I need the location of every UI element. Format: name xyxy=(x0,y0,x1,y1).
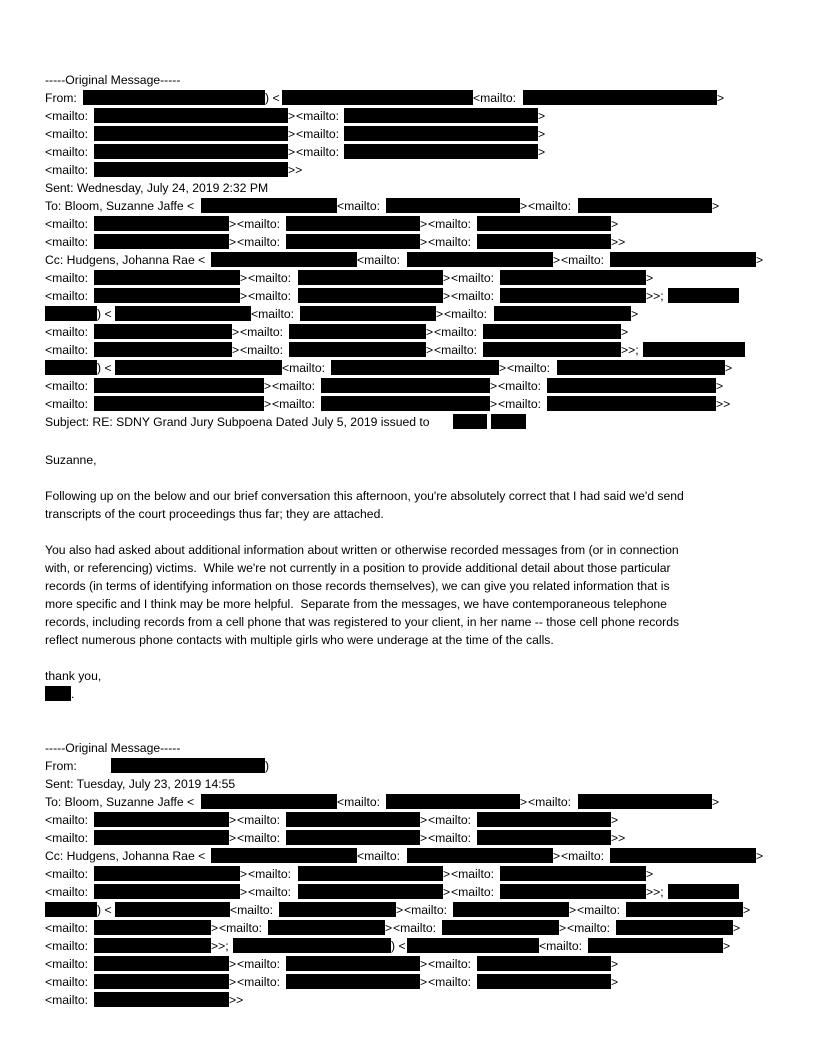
redaction-bar xyxy=(494,306,631,321)
redaction-bar xyxy=(500,884,646,899)
sent-line-2: Sent: Tuesday, July 23, 2019 14:55 xyxy=(45,777,236,791)
address-token: <mailto: xyxy=(45,145,89,159)
redaction-bar xyxy=(298,288,443,303)
address-token: > xyxy=(717,91,725,105)
address-token: > xyxy=(520,795,528,809)
address-token: <mailto: xyxy=(561,849,605,863)
address-token: <mailto: xyxy=(428,975,472,989)
redaction-bar xyxy=(45,360,97,375)
redaction-bar xyxy=(578,794,712,809)
address-token: >>; xyxy=(211,939,229,953)
address-token: > xyxy=(288,109,296,123)
address-token: > xyxy=(725,361,733,375)
redaction-bar xyxy=(94,144,288,159)
address-token: <mailto: xyxy=(567,921,611,935)
redaction-bar xyxy=(483,342,621,357)
redaction-bar xyxy=(442,920,559,935)
address-token: <mailto: xyxy=(45,813,89,827)
address-token: <mailto: xyxy=(451,289,495,303)
address-token: >> xyxy=(288,163,303,177)
address-token: > xyxy=(553,849,561,863)
address-token: <mailto: xyxy=(434,343,478,357)
redaction-bar xyxy=(45,686,71,701)
redaction-bar xyxy=(111,758,265,773)
address-token: >> xyxy=(611,235,626,249)
redaction-bar xyxy=(477,216,611,231)
cc-line-2: Cc: Hudgens, Johanna Rae < xyxy=(45,849,206,863)
redaction-bar xyxy=(94,288,240,303)
subject-line: Subject: RE: SDNY Grand Jury Subpoena Dated July 5, 2019 issued to xyxy=(45,415,430,429)
redaction-bar xyxy=(286,234,420,249)
address-token: <mailto: xyxy=(528,199,572,213)
address-token: <mailto: xyxy=(45,271,89,285)
address-token: <mailto: xyxy=(45,127,89,141)
redaction-bar xyxy=(94,216,229,231)
redaction-bar xyxy=(94,956,229,971)
redaction-bar xyxy=(547,378,716,393)
address-token: <mailto: xyxy=(507,361,551,375)
redaction-bar xyxy=(643,342,745,357)
address-token: > xyxy=(211,921,219,935)
address-token: > xyxy=(240,867,248,881)
address-token: >>; xyxy=(646,289,664,303)
redaction-bar xyxy=(298,866,443,881)
address-token: > xyxy=(232,343,240,357)
address-token: <mailto: xyxy=(248,271,292,285)
address-token: <mailto: xyxy=(451,885,495,899)
address-token: <mailto: xyxy=(45,831,89,845)
address-token: > xyxy=(420,217,428,231)
body-paragraph-2-line-3: records (in terms of identifying information on those records themselves), we can give you related information that is xyxy=(45,579,670,593)
address-token: <mailto: xyxy=(404,903,448,917)
redaction-bar xyxy=(578,198,712,213)
address-token: >>; xyxy=(646,885,664,899)
address-token: <mailto: xyxy=(219,921,263,935)
address-token: > xyxy=(621,325,629,339)
address-token: <mailto: xyxy=(45,289,89,303)
redaction-bar xyxy=(523,90,717,105)
address-token: <mailto: xyxy=(237,831,281,845)
address-token: > xyxy=(712,795,720,809)
address-token: > xyxy=(426,325,434,339)
address-token: > xyxy=(743,903,751,917)
redaction-bar xyxy=(298,270,443,285)
address-token: <mailto: xyxy=(237,975,281,989)
address-token: <mailto: xyxy=(337,795,381,809)
address-token: > xyxy=(499,361,507,375)
address-token: . xyxy=(71,687,75,701)
address-token: <mailto: xyxy=(45,993,89,1007)
address-token: > xyxy=(611,217,619,231)
address-token: > xyxy=(229,235,237,249)
address-token: > xyxy=(538,109,546,123)
redaction-bar xyxy=(94,162,288,177)
address-token: <mailto: xyxy=(240,325,284,339)
address-token: ) < xyxy=(97,307,112,321)
cc-line: Cc: Hudgens, Johanna Rae < xyxy=(45,253,206,267)
redaction-bar xyxy=(286,956,420,971)
address-token: <mailto: xyxy=(451,867,495,881)
address-token: <mailto: xyxy=(45,343,89,357)
redaction-bar xyxy=(477,812,611,827)
address-token: > xyxy=(288,145,296,159)
address-token: > xyxy=(420,975,428,989)
redaction-bar xyxy=(344,126,538,141)
redaction-bar xyxy=(289,342,426,357)
body-paragraph-2-line-4: more specific and I think may be more helpful. Separate from the messages, we have contemporaneous telephone xyxy=(45,597,667,611)
redaction-bar xyxy=(94,342,232,357)
redaction-bar xyxy=(407,252,553,267)
redaction-bar xyxy=(279,902,396,917)
address-token: > xyxy=(288,127,296,141)
address-token: <mailto: xyxy=(45,957,89,971)
redaction-bar xyxy=(94,992,229,1007)
address-token: <mailto: xyxy=(451,271,495,285)
address-token: <mailto: xyxy=(528,795,572,809)
redaction-bar xyxy=(94,126,288,141)
address-token: <mailto: xyxy=(45,867,89,881)
redaction-bar xyxy=(115,902,230,917)
redaction-bar xyxy=(483,324,621,339)
address-token: <mailto: xyxy=(45,217,89,231)
body-paragraph-2-line-6: reflect numerous phone contacts with multiple girls who were underage at the time of the calls. xyxy=(45,633,554,647)
redaction-bar xyxy=(201,794,337,809)
address-token: > xyxy=(264,379,272,393)
address-token: <mailto: xyxy=(45,235,89,249)
from-label: From: xyxy=(45,91,77,105)
address-token: > xyxy=(232,325,240,339)
address-token: <mailto: xyxy=(272,397,316,411)
address-token: > xyxy=(756,253,764,267)
address-token: ) < xyxy=(391,939,406,953)
redaction-bar xyxy=(83,90,265,105)
address-token: > xyxy=(559,921,567,935)
redaction-bar xyxy=(610,848,756,863)
address-token: > xyxy=(240,289,248,303)
address-token: <mailto: xyxy=(296,127,340,141)
address-token: > xyxy=(611,813,619,827)
address-token: > xyxy=(443,867,451,881)
address-token: <mailto: xyxy=(337,199,381,213)
address-token: <mailto: xyxy=(282,361,326,375)
body-paragraph-1-line-1: Following up on the below and our brief conversation this afternoon, you're absolutely correct that I had said we'd send xyxy=(45,489,684,503)
address-token: > xyxy=(712,199,720,213)
redaction-bar xyxy=(94,108,288,123)
address-token: > xyxy=(756,849,764,863)
address-token: >> xyxy=(611,831,626,845)
redaction-bar xyxy=(588,938,723,953)
to-line: To: Bloom, Suzanne Jaffe < xyxy=(45,199,195,213)
redaction-bar xyxy=(94,234,229,249)
redaction-bar xyxy=(286,974,420,989)
address-token: > xyxy=(490,379,498,393)
redaction-bar xyxy=(115,306,251,321)
address-token: > xyxy=(229,975,237,989)
redaction-bar xyxy=(331,360,499,375)
address-token: <mailto: xyxy=(428,217,472,231)
redaction-bar xyxy=(268,920,385,935)
redaction-bar xyxy=(500,866,646,881)
original-message-header-2: -----Original Message----- xyxy=(45,741,181,755)
address-token: ) < xyxy=(97,361,112,375)
redaction-bar xyxy=(115,360,282,375)
address-token: > xyxy=(240,885,248,899)
redaction-bar xyxy=(282,90,473,105)
address-token: > xyxy=(646,867,654,881)
body-paragraph-2-line-1: You also had asked about additional information about written or otherwise recorded messages from (or in connection xyxy=(45,543,679,557)
address-token: > xyxy=(733,921,741,935)
address-token: > xyxy=(646,271,654,285)
address-token: > xyxy=(240,271,248,285)
address-token: <mailto: xyxy=(248,867,292,881)
sign-off: thank you, xyxy=(45,669,102,683)
redaction-bar xyxy=(298,884,443,899)
redaction-bar xyxy=(500,288,646,303)
address-token: > xyxy=(611,957,619,971)
address-token: >>; xyxy=(621,343,639,357)
address-token: > xyxy=(229,813,237,827)
redaction-bar xyxy=(407,848,553,863)
address-token: <mailto: xyxy=(248,885,292,899)
address-token: <mailto: xyxy=(296,145,340,159)
address-token: > xyxy=(385,921,393,935)
address-token: > xyxy=(426,343,434,357)
address-token: <mailto: xyxy=(45,939,89,953)
redaction-bar xyxy=(344,144,538,159)
address-token: <mailto: xyxy=(444,307,488,321)
address-token: <mailto: xyxy=(45,975,89,989)
address-token: > xyxy=(443,289,451,303)
address-token: <mailto: xyxy=(45,885,89,899)
body-paragraph-2-line-5: records, including records from a cell phone that was registered to your client, in her name -- those cell phone records xyxy=(45,615,680,629)
redaction-bar xyxy=(453,414,487,429)
from-label-2: From: xyxy=(45,759,77,773)
redaction-bar xyxy=(500,270,646,285)
redaction-bar xyxy=(94,884,240,899)
address-token: <mailto: xyxy=(473,91,517,105)
redaction-bar xyxy=(94,974,229,989)
redaction-bar xyxy=(407,938,539,953)
address-token: <mailto: xyxy=(237,957,281,971)
address-token: <mailto: xyxy=(45,921,89,935)
address-token: > xyxy=(723,939,731,953)
address-token: > xyxy=(443,885,451,899)
address-token: <mailto: xyxy=(296,109,340,123)
sent-line: Sent: Wednesday, July 24, 2019 2:32 PM xyxy=(45,181,269,195)
redaction-bar xyxy=(94,920,211,935)
redaction-bar xyxy=(386,198,520,213)
redaction-bar xyxy=(94,270,240,285)
body-paragraph-2-line-2: with, or referencing) victims. While we're not currently in a position to provide additional detail about those particular xyxy=(45,561,671,575)
redaction-bar xyxy=(616,920,733,935)
redaction-bar xyxy=(610,252,756,267)
address-token: > xyxy=(490,397,498,411)
address-token: ) < xyxy=(97,903,112,917)
redaction-bar xyxy=(94,830,229,845)
address-token: >> xyxy=(229,993,244,1007)
redaction-bar xyxy=(477,830,611,845)
address-token: > xyxy=(538,127,546,141)
address-token: <mailto: xyxy=(237,813,281,827)
address-token: > xyxy=(229,217,237,231)
redaction-bar xyxy=(321,396,490,411)
address-token: > xyxy=(443,271,451,285)
address-token: <mailto: xyxy=(230,903,274,917)
redaction-bar xyxy=(491,414,526,429)
address-token: <mailto: xyxy=(428,235,472,249)
redaction-bar xyxy=(477,974,611,989)
redaction-bar xyxy=(300,306,436,321)
address-token: <mailto: xyxy=(393,921,437,935)
redaction-bar xyxy=(477,956,611,971)
address-token: <mailto: xyxy=(428,813,472,827)
redaction-bar xyxy=(668,288,739,303)
body-paragraph-1-line-2: transcripts of the court proceedings thus far; they are attached. xyxy=(45,507,384,521)
address-token: <mailto: xyxy=(428,831,472,845)
address-token: ) < xyxy=(265,91,280,105)
address-token: <mailto: xyxy=(561,253,605,267)
redaction-bar xyxy=(547,396,716,411)
original-message-header: -----Original Message----- xyxy=(45,73,181,87)
address-token: <mailto: xyxy=(45,379,89,393)
redaction-bar xyxy=(286,830,420,845)
address-token: > xyxy=(264,397,272,411)
address-token: > xyxy=(420,957,428,971)
redaction-bar xyxy=(477,234,611,249)
address-token: > xyxy=(569,903,577,917)
address-token: > xyxy=(396,903,404,917)
redaction-bar xyxy=(344,108,538,123)
address-token: <mailto: xyxy=(248,289,292,303)
address-token: ) xyxy=(265,759,270,773)
redaction-bar xyxy=(94,866,240,881)
address-token: <mailto: xyxy=(357,849,401,863)
redaction-bar xyxy=(201,198,337,213)
address-token: > xyxy=(420,235,428,249)
redaction-bar xyxy=(453,902,569,917)
address-token: <mailto: xyxy=(45,109,89,123)
redaction-bar xyxy=(321,378,490,393)
address-token: > xyxy=(229,831,237,845)
address-token: <mailto: xyxy=(498,379,542,393)
address-token: > xyxy=(229,957,237,971)
address-token: <mailto: xyxy=(577,903,621,917)
address-token: <mailto: xyxy=(357,253,401,267)
address-token: > xyxy=(631,307,639,321)
address-token: > xyxy=(611,975,619,989)
redaction-bar xyxy=(386,794,520,809)
redaction-bar xyxy=(45,306,97,321)
address-token: <mailto: xyxy=(237,217,281,231)
address-token: > xyxy=(520,199,528,213)
address-token: <mailto: xyxy=(428,957,472,971)
greeting: Suzanne, xyxy=(45,453,97,467)
address-token: <mailto: xyxy=(45,163,89,177)
address-token: > xyxy=(436,307,444,321)
redaction-bar xyxy=(94,396,264,411)
redaction-bar xyxy=(94,938,211,953)
redaction-bar xyxy=(286,812,420,827)
redaction-bar xyxy=(45,902,97,917)
address-token: <mailto: xyxy=(240,343,284,357)
address-token: > xyxy=(553,253,561,267)
redaction-bar xyxy=(94,324,232,339)
address-token: > xyxy=(420,813,428,827)
address-token: > xyxy=(538,145,546,159)
address-token: <mailto: xyxy=(272,379,316,393)
address-token: <mailto: xyxy=(539,939,583,953)
redaction-bar xyxy=(557,360,725,375)
to-line-2: To: Bloom, Suzanne Jaffe < xyxy=(45,795,195,809)
address-token: <mailto: xyxy=(434,325,478,339)
address-token: > xyxy=(420,831,428,845)
redaction-bar xyxy=(289,324,426,339)
redaction-bar xyxy=(211,848,357,863)
redaction-bar xyxy=(233,938,391,953)
address-token: <mailto: xyxy=(251,307,295,321)
address-token: <mailto: xyxy=(237,235,281,249)
address-token: <mailto: xyxy=(45,397,89,411)
redaction-bar xyxy=(626,902,743,917)
address-token: >> xyxy=(716,397,731,411)
redaction-bar xyxy=(94,812,229,827)
address-token: > xyxy=(716,379,724,393)
redaction-bar xyxy=(668,884,739,899)
address-token: <mailto: xyxy=(498,397,542,411)
redaction-bar xyxy=(211,252,357,267)
redaction-bar xyxy=(94,378,264,393)
address-token: <mailto: xyxy=(45,325,89,339)
redaction-bar xyxy=(286,216,420,231)
